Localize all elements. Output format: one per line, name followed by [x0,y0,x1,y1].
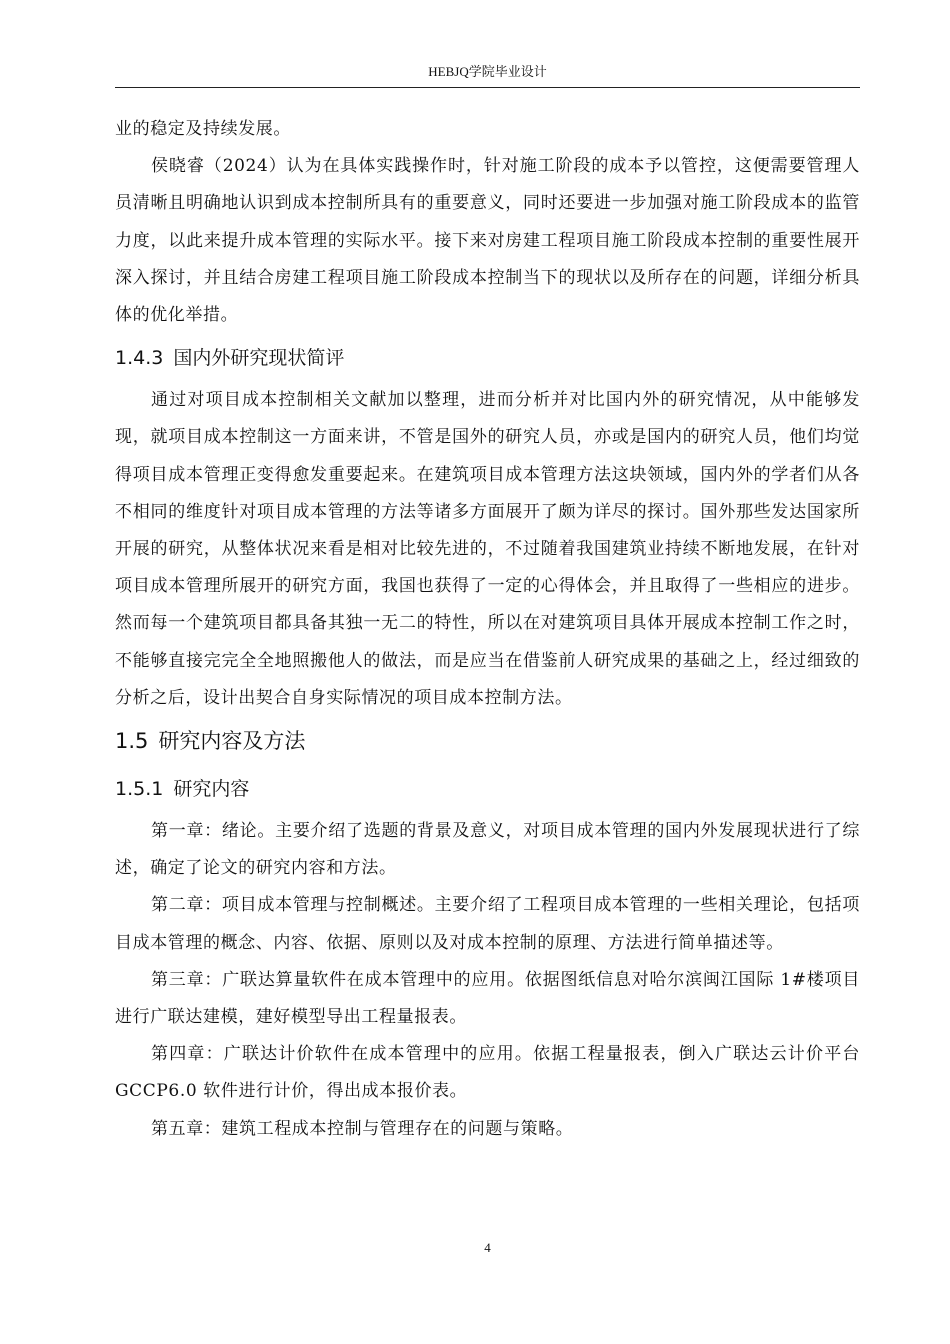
body-text [115,111,860,1148]
paragraph-continued: 业的稳定及持续发展。 [115,119,291,139]
paragraph-chapter-3: 第三章：广联达算量软件在成本管理中的应用。依据图纸信息对哈尔滨闽江国际 1#楼项目进行广联达建模，建好模型导出工程量报表。 [115,969,860,1028]
heading-1-5-1 [115,765,860,813]
page-number: 4 [484,1240,491,1255]
heading-title: 研究内容 [173,778,250,801]
paragraph-chapter-2: 第二章：项目成本管理与控制概述。主要介绍了工程项目成本管理的一些相关理论，包括项目成本管理的概念、内容、依据、原则以及对成本控制的原理、方法进行简单描述等。 [115,895,860,953]
paragraph-chapter-1: 第一章：绪论。主要介绍了选题的背景及意义，对项目成本管理的国内外发展现状进行了综述，确定了论文的研究内容和方法。 [115,821,860,879]
heading-1-5 [115,717,860,765]
heading-number: 1.4.3 [115,347,164,370]
paragraph-hou-xiaorui: 侯晓睿（2024）认为在具体实践操作时，针对施工阶段的成本予以管控，这便需要管理人员清晰且明确地认识到成本控制所具有的重要意义，同时还要进一步加强对施工阶段成本的监管力度，以此来提升成本管理的实际水平。接下来对房建工程项目施工阶段成本控制的重要性展开深入探讨，并且结合房建工程项目施工阶段成本控制当下的现状以及所存在的问题，详细分析具体的优化举措。 [115,156,860,326]
heading-1-4-3 [115,334,860,382]
heading-number: 1.5.1 [115,778,164,801]
heading-title: 国内外研究现状简评 [173,347,345,370]
paragraph-review: 通过对项目成本控制相关文献加以整理，进而分析并对比国内外的研究情况，从中能够发现，就项目成本控制这一方面来讲，不管是国外的研究人员，亦或是国内的研究人员，他们均觉得项目成本管理正变得愈发重要起来。在建筑项目成本管理方法这块领域，国内外的学者们从各不相同的维度针对项目成本管理的方法等诸多方面展开了颇为详尽的探讨。国外那些发达国家所开展的研究，从整体状况来看是相对比较先进的，不过随着我国建筑业持续不断地发展，在针对项目成本管理所展开的研究方面，我国也获得了一定的心得体会，并且取得了一些相应的进步。然而每一个建筑项目都具备其独一无二的特性，所以在对建筑项目具体开展成本控制工作之时，不能够直接完完全全地照搬他人的做法，而是应当在借鉴前人研究成果的基础之上，经过细致的分析之后，设计出契合自身实际情况的项目成本控制方法。 [115,390,860,708]
heading-number: 1.5 [115,729,149,754]
paragraph-chapter-5: 第五章：建筑工程成本控制与管理存在的问题与策略。 [151,1118,574,1139]
paragraph-chapter-4: 第四章：广联达计价软件在成本管理中的应用。依据工程量报表，倒入广联达云计价平台 GCCP6.0 软件进行计价，得出成本报价表。 [115,1044,860,1102]
header-divider [115,87,860,88]
running-header: HEBJQ学院毕业设计 [428,64,547,79]
heading-title: 研究内容及方法 [158,729,306,754]
